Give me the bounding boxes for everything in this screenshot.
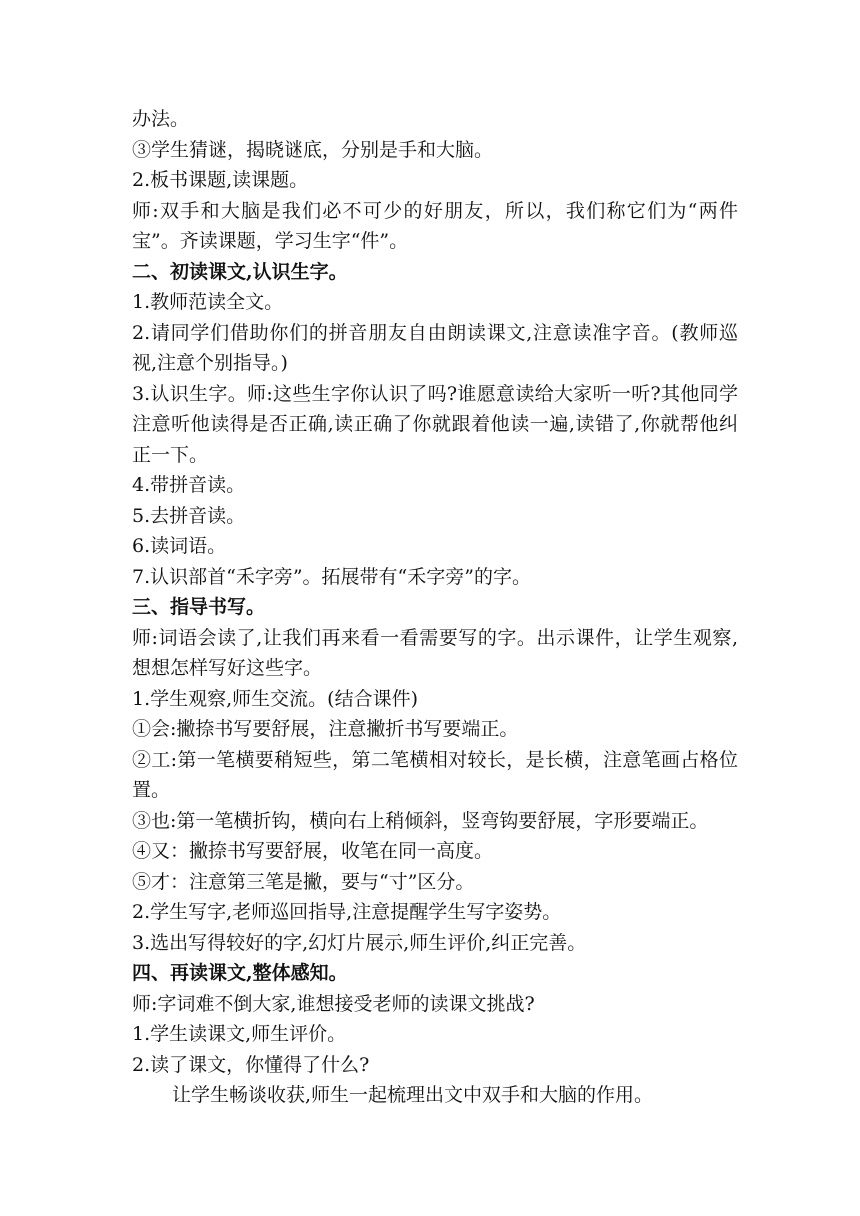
paragraph-line: 1.教师范读全文。 [132,291,284,313]
paragraph-line: 7.认识部首“禾字旁”。拓展带有“禾字旁”的字。 [132,565,531,588]
paragraph-line: 1.学生观察,师生交流。(结合课件) [132,687,418,710]
paragraph-line: 2.学生写字,老师巡回指导,注意提醒学生写字姿势。 [132,901,562,923]
paragraph-line: 6.读词语。 [132,535,227,557]
paragraph-line: 4.带拼音读。 [132,474,246,496]
paragraph-line: ④又：撇捺书写要舒展，收笔在同一高度。 [132,840,494,862]
paragraph-line: 办法。 [132,108,190,130]
paragraph-line: ③学生猜谜，揭晓谜底，分别是手和大脑。 [132,138,494,161]
paragraph: 3.认识生字。师:这些生字你认识了吗?谁愿意读给大家听一听?其他同学注意听他读得是否正确,读正确了你就跟着他读一遍,读错了,你就帮他纠正一下。 [132,382,738,466]
paragraph: 师:词语会读了,让我们再来看一看需要写的字。出示课件，让学生观察,想想怎样写好这些字。 [132,626,738,679]
paragraph-line: 3.选出写得较好的字,幻灯片展示,师生评价,纠正完善。 [132,931,587,954]
section-heading: 四、再读课文,整体感知。 [132,962,348,984]
section-heading: 三、指导书写。 [132,596,266,618]
paragraph-line: 2.板书课题,读课题。 [132,169,309,191]
document-page [132,104,738,1111]
paragraph-line: 1.学生读课文,师生评价。 [132,1023,347,1045]
paragraph: 师:双手和大脑是我们必不可少的好朋友，所以，我们称它们为“两件宝”。齐读课题，学习生字“件”。 [132,199,738,252]
paragraph-line: 2.读了课文，你懂得了什么? [132,1053,370,1076]
paragraph-line: ③也:第一笔横折钩，横向右上稍倾斜，竖弯钩要舒展，字形要端正。 [132,809,709,832]
paragraph-line: 5.去拼音读。 [132,504,246,527]
paragraph-line: ⑤才：注意第三笔是撇，要与“寸”区分。 [132,870,475,893]
section-heading: 二、初读课文,认识生字。 [132,260,348,283]
paragraph: ②工:第一笔横要稍短些，第二笔横相对较长，是长横，注意笔画占格位置。 [132,748,738,801]
paragraph-line: 师:字词难不倒大家,谁想接受老师的读课文挑战? [132,992,535,1015]
paragraph: 2.请同学们借助你们的拼音朋友自由朗读课文,注意读准字音。(教师巡视,注意个别指导。) [132,321,738,374]
indented-paragraph: 让学生畅谈收获,师生一起梳理出文中双手和大脑的作用。 [172,1084,654,1106]
paragraph-line: ①会:撇捺书写要舒展，注意撇折书写要端正。 [132,718,519,740]
